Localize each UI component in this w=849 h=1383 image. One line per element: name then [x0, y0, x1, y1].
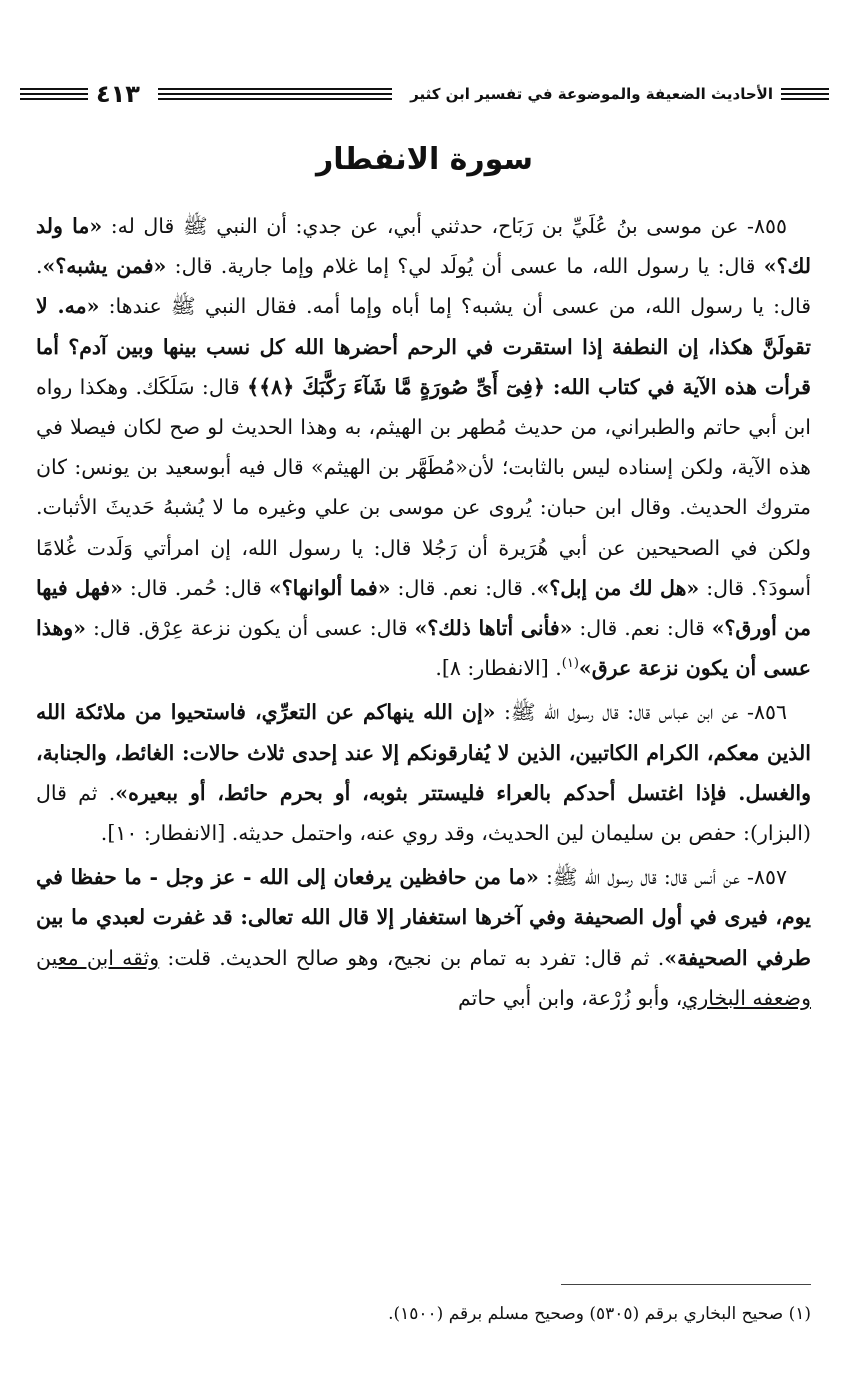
hadith-855-quote-3: «مه. لا تقولَنَّ هكذا، إن النطفة إذا استقرت في الرحم أحضرها الله كل نسب بينها وبين آدم؟ أما قرأت هذه الآية في كتاب الله:	[36, 294, 811, 399]
running-title: الأحاديث الضعيفة والموضوعة في تفسير ابن كثير	[410, 85, 773, 103]
surah-title: سورة الانفطار	[316, 142, 533, 177]
footnote: (١) صحيح البخاري برقم (٥٣٠٥) وصحيح مسلم برقم (١٥٠٠).	[388, 1304, 811, 1324]
hadith-855-text-2: قال: يا رسول الله، ما عسى أن يُولَد لي؟ إما غلام وإما جارية. قال:	[166, 254, 764, 279]
page-number: ٤١٣	[96, 80, 140, 108]
page-header	[20, 78, 829, 110]
hadith-856-text-1: ٨٥٦- عن ابن عباس قال: قال رسول الله ﷺ:	[495, 700, 787, 725]
quran-verse: ﴿فِىٓ أَىِّ صُورَةٍ مَّا شَآءَ رَكَّبَكَ ﴿٨﴾﴾	[247, 374, 553, 399]
hadith-855	[36, 206, 811, 688]
hadith-856	[36, 692, 811, 853]
hadith-856-text-2: . ثم قال (البزار): حفص بن سليمان لين الحديث، وقد روي عنه، واحتمل حديثه. [الانفطار: ١٠].	[36, 780, 811, 846]
hadith-856-quote-1: «إن الله ينهاكم عن التعرِّي، فاستحيوا من ملائكة الله الذين معكم، الكرام الكاتبين، الذين لا يُفارقونكم إلا عند إحدى ثلاث حالات: الغائط، والجنابة، والغسل. فإذا اغتسل أحدكم بالعراء فليستتر بثوبه، أو بحرم حائط، أو ببعيره»	[36, 700, 811, 805]
hadith-855-quote-2: «فمن يشبه؟»	[42, 254, 167, 279]
hadith-855-text-5: . قال: نعم. قال:	[390, 575, 537, 600]
hadith-857-text-3: ، وأبو زُرْعة، وابن أبي حاتم	[457, 985, 683, 1010]
hadith-857-text-1: ٨٥٧- عن أنس قال: قال رسول الله ﷺ:	[538, 865, 787, 890]
footnote-separator	[561, 1284, 811, 1285]
hadith-855-text-1: ٨٥٥- عن موسى بنُ عُلَيِّ بن رَبَاح، حدثني أبي، عن جدي: أن النبي ﷺ قال له:	[102, 214, 787, 238]
hadith-855-quote-8: «وهذا عسى أن يكون نزعة عرق»	[36, 616, 811, 681]
footnote-reference: (١)	[561, 656, 579, 672]
hadith-857	[36, 857, 811, 1018]
hadith-855-text-7: قال: نعم. قال:	[572, 616, 712, 641]
hadith-855-text-6: قال: حُمر. قال:	[122, 575, 269, 600]
hadith-855-text-3: . قال: يا رسول الله، من عسى أن يشبه؟ إما أباه وإما أمه. فقال النبي ﷺ عندها:	[36, 254, 811, 319]
header-rule-middle	[158, 88, 392, 100]
hadith-857-underlined: وثقه ابن معين وضعفه البخاري	[36, 945, 811, 1010]
hadith-855-text-8: قال: عسى أن يكون نزعة عِرْق. قال:	[85, 616, 415, 641]
header-rule-left	[20, 88, 88, 100]
hadith-857-quote-1: «ما من حافظين يرفعان إلى الله - عز وجل - ما حفظا في يوم، فيرى في أول الصحيفة وفي آخرها استغفار إلا قال الله تعالى: قد غفرت لعبدي ما بين طرفي الصحيفة»	[36, 865, 811, 970]
header-rule-right	[781, 88, 829, 100]
hadith-857-text-2: . ثم قال: تفرد به تمام بن نجيح، وهو صالح الحديث. قلت:	[159, 945, 665, 970]
hadith-855-quote-1: «ما ولد لك؟»	[36, 214, 811, 279]
hadith-855-quote-6: «فهل فيها من أورق؟»	[36, 575, 811, 641]
hadith-855-quote-7: «فأنى أتاها ذلك؟»	[414, 616, 573, 641]
hadith-855-text-4: قال: سَلَكَك. وهكذا رواه ابن أبي حاتم والطبراني، من حديث مُطهر بن الهيثم، به وهذا الحديث لو صح لكان فيصلا في هذه الآية، ولكن إسناده ليس بالثابت؛ لأن«مُطَهَّر بن الهيثم» قال فيه أبوسعيد بن يونس: كان متروك الحديث. وقال ابن حبان: يُروى عن موسى بن علي وغيره ما لا يُشبهُ حَديثَ الأثبات. ولكن في الصحيحين عن أبي هُرَيرة أن رَجُلا قال: يا رسول الله، إن امرأتي وَلَدت غُلامًا أسودَ؟. قال:	[36, 374, 812, 600]
hadith-855-text-9: . [الانفطار: ٨].	[435, 656, 562, 681]
body-text	[36, 206, 811, 1022]
hadith-855-quote-4: «هل لك من إبل؟»	[536, 575, 700, 600]
hadith-855-quote-5: «فما ألوانها؟»	[268, 575, 391, 600]
